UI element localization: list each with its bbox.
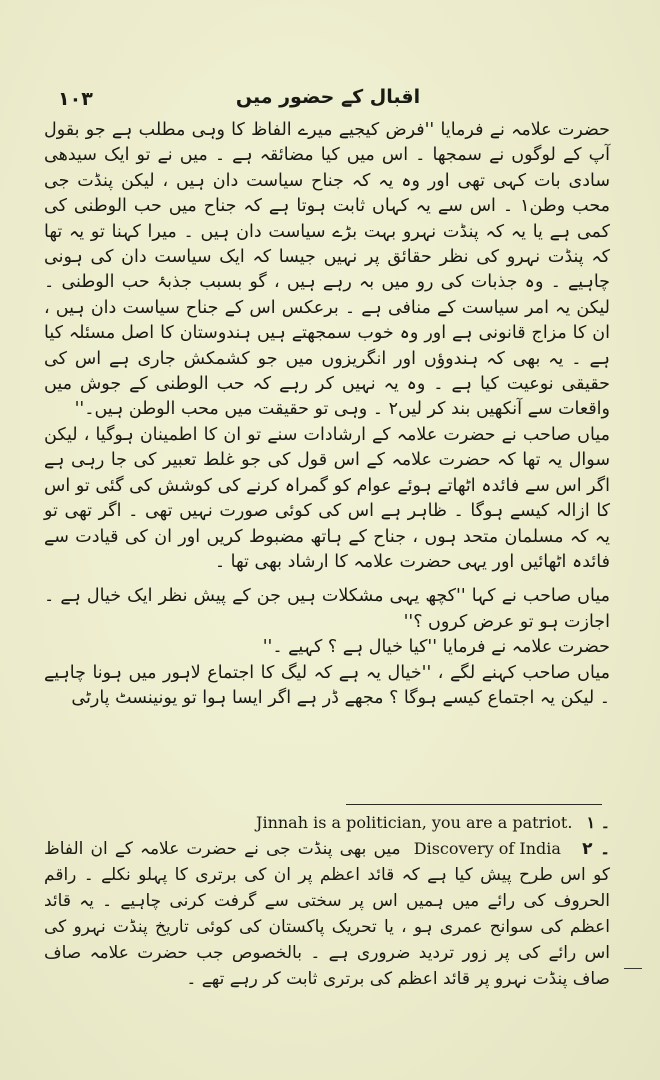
footnote-2 [44, 836, 610, 992]
running-title: اقبال کے حضور میں [235, 86, 421, 108]
footnote-divider [346, 804, 602, 805]
paragraph-2: میاں صاحب نے حضرت علامہ کے ارشادات سنے تو ان کا اطمینان ہوگیا ، لیکن سوال یہ تھا کہ حضرت علامہ کے اس قول کی جو غلط تعبیر کی جا رہی ہے اگر اس سے فائدہ اٹھاتے ہوئے عوام کو گمراہ کرنے کی کوشش کی گئی تو اس کا ازالہ کیسے ہوگا ۔ ظاہر ہے اس کی کوئی صورت نہیں تھی ۔ اگر تھی تو یہ کہ مسلمان متحد ہوں ، جناح کے ہاتھ مضبوط کریں اور ان کی قیادت سے فائدہ اٹھائیں اور یہی حضرت علامہ کا ارشاد بھی تھا ۔ [44, 424, 610, 572]
footnote-1 [44, 810, 610, 836]
main-text [44, 118, 610, 711]
paragraph-1: حضرت علامہ نے فرمایا ''فرض کیجیے میرے الفاظ کا وہی مطلب ہے جو بقول آپ کے لوگوں نے سمجھا ۔ اس میں کیا مضائقہ ہے ۔ میں نے تو ایک سیدھی سادی بات کہی تھی اور وہ یہ کہ جناح سیاست دان ہیں ، لیکن پنڈت جی محب وطن۱ ۔ اس سے یہ کہاں ثابت ہوتا ہے کہ جناح میں حب الوطنی کی کمی ہے یا یہ کہ پنڈت نہرو بہت بڑے سیاست دان ہیں ۔ میرا کہنا تو یہ تھا کہ پنڈت نہرو کی نظر حقائق پر نہیں جیسا کہ ایک سیاست دان کی ہونی چاہیے ۔ وہ جذبات کی رو میں بہ رہے ہیں ، گو بسبب جذبۂ حب الوطنی ۔ لیکن یہ امر سیاست کے منافی ہے ۔ برعکس اس کے جناح سیاست دان ہیں ، ان کا مزاج قانونی ہے اور وہ خوب سمجھتے ہیں ہندوستان کا اصل مسئلہ کیا ہے ۔ یہ بھی کہ ہندوؤں اور انگریزوں میں جو کشمکش جاری ہے اس کی حقیقی نوعیت کیا ہے ۔ وہ یہ نہیں کر رہے کہ حب الوطنی کے جوش میں واقعات سے آنکھیں بند کر لیں۲ ۔ وہی تو حقیقت میں محب الوطن ہیں۔'' [44, 120, 610, 420]
paragraph-5: میاں صاحب کہنے لگے ، ''خیال یہ ہے کہ لیگ کا اجتماع لاہور میں ہونا چاہیے ۔ لیکن یہ اجتماع کیسے ہوگا ؟ مجھے ڈر ہے اگر ایسا ہوا تو یونینسٹ پارٹی [44, 662, 610, 708]
page-header [58, 86, 598, 116]
margin-mark [624, 968, 642, 969]
footnote-2-prefix: میں بھی پنڈت جی نے حضرت علامہ کے [114, 839, 401, 859]
page-number: ۱۰۳ [58, 88, 93, 110]
footnotes [44, 810, 610, 992]
paragraph-4: حضرت علامہ نے فرمایا ''کیا خیال ہے ؟ کہیے ۔'' [262, 637, 610, 658]
paragraph-3: میاں صاحب نے کہا ''کچھ یہی مشکلات ہیں جن کے پیش نظر ایک خیال ہے ۔ اجازت ہو تو عرض کروں ؟'' [44, 586, 610, 632]
footnote-2-text: ان الفاظ کو اس طرح پیش کیا ہے کہ قائد اعظم پر ان کی برتری کا پہلو نکلے ۔ راقم الحروف کی رائے میں ہمیں اس پر سختی سے گرفت کرنی چاہیے ۔ یہ قائد اعظم کی سوانح عمری ہو ، یا تحریک پاکستان کی کوئی تاریخ پنڈت نہرو کی اس رائے کی پر زور تردید ضروری ہے ۔ بالخصوص جب حضرت علامہ صاف صاف پنڈت نہرو پر قائد اعظم کی برتری ثابت کر رہے تھے ۔ [44, 839, 610, 989]
footnote-2-book-title: Discovery of India [413, 839, 561, 858]
footnote-2-mark: ۔ ۲ [582, 839, 611, 859]
footnote-1-text: Jinnah is a politician, you are a patriot. [256, 813, 573, 832]
footnote-1-mark: ۔ ۱ [586, 813, 610, 832]
